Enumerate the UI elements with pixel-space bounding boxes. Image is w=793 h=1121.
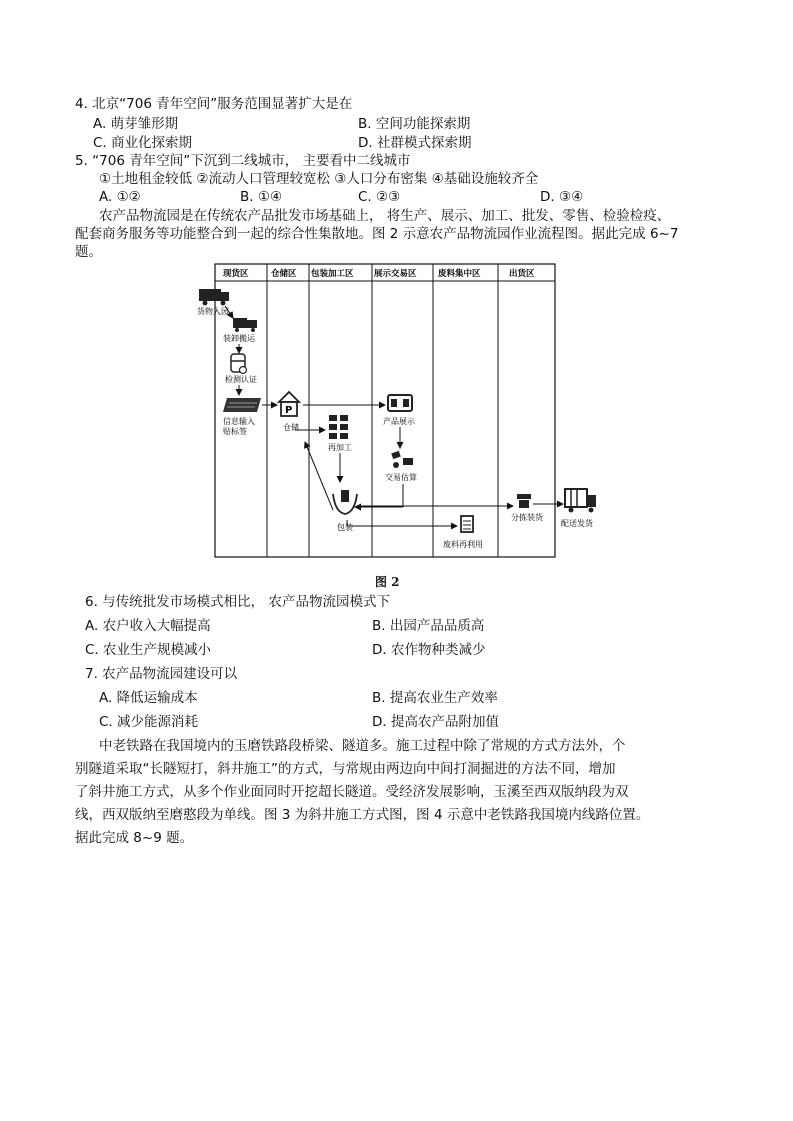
label-sort: 分拣装货 xyxy=(511,513,543,522)
q5-option-b: B. ①④ xyxy=(240,189,283,205)
recycle-bin-icon xyxy=(461,516,473,532)
label-deliver: 配送发货 xyxy=(561,519,593,528)
zone-header-display: 展示交易区 xyxy=(374,269,417,279)
q7-option-c: C. 减少能源消耗 xyxy=(99,714,199,730)
label-info: 信息输入 xyxy=(223,417,255,426)
intro2-line1: 中老铁路在我国境内的玉磨铁路段桥梁、隧道多。施工过程中除了常规的方式方法外，个 xyxy=(99,738,626,754)
q7-stem: 7. 农产品物流园建设可以 xyxy=(85,666,238,682)
sorting-icon xyxy=(517,494,531,508)
svg-text:P: P xyxy=(285,405,293,416)
q5-option-d: D. ③④ xyxy=(540,189,584,205)
intro1-line1: 农产品物流园是在传统农产品批发市场基础上， 将生产、展示、加工、批发、零售、检验检疫、 xyxy=(99,208,671,224)
q6-option-b: B. 出园产品品质高 xyxy=(372,618,485,634)
package-hands-icon xyxy=(333,490,357,514)
q5-items: ①土地租金较低 ②流动人口管理较宽松 ③人口分布密集 ④基础设施较齐全 xyxy=(99,171,539,187)
q5-option-c: C. ②③ xyxy=(358,189,401,205)
intro2-line5: 据此完成 8~9 题。 xyxy=(75,830,194,846)
intro2-line4: 线，西双版纳至磨憨段为单线。图 3 为斜井施工方式图，图 4 示意中老铁路我国境内线路位置。 xyxy=(75,807,650,823)
figure-2-caption: 图 2 xyxy=(375,575,400,589)
q6-option-a: A. 农户收入大幅提高 xyxy=(85,618,211,634)
intro1-line2: 配套商务服务等功能整合到一起的综合性集散地。图 2 示意农产品物流园作业流程图。据此完成 6~7 xyxy=(75,226,679,242)
figure-2-flowchart xyxy=(195,262,605,558)
label-goods-in: 货物入园 xyxy=(197,307,229,316)
label-trade: 交易估算 xyxy=(385,473,417,482)
label-unload: 装卸搬运 xyxy=(223,334,255,343)
inspection-icon xyxy=(231,354,247,374)
display-stand-icon xyxy=(388,395,412,411)
intro1-line3: 题。 xyxy=(75,244,102,260)
q6-stem: 6. 与传统批发市场模式相比， 农产品物流园模式下 xyxy=(85,594,390,610)
keyboard-icon xyxy=(223,398,261,412)
truck-icon xyxy=(199,289,229,306)
q7-option-a: A. 降低运输成本 xyxy=(99,690,198,706)
trade-icon xyxy=(391,451,413,468)
label-store: 仓储 xyxy=(283,423,299,432)
q4-option-c: C. 商业化探索期 xyxy=(93,135,193,151)
zone-header-packaging: 包装加工区 xyxy=(311,269,354,279)
label-pack: 包装 xyxy=(337,523,353,532)
q4-option-d: D. 社群模式探索期 xyxy=(358,135,472,151)
q5-stem: 5. “706 青年空间”下沉到二线城市， 主要看中二线城市 xyxy=(75,153,411,169)
q4-stem: 4. 北京“706 青年空间”服务范围显著扩大是在 xyxy=(75,96,353,112)
forklift-icon xyxy=(233,318,257,332)
q5-option-a: A. ①② xyxy=(99,189,141,205)
q7-option-d: D. 提高农产品附加值 xyxy=(372,714,499,730)
delivery-truck-icon xyxy=(565,489,596,513)
zone-header-waste: 废料集中区 xyxy=(438,269,481,279)
q6-option-c: C. 农业生产规模减小 xyxy=(85,642,212,658)
q7-option-b: B. 提高农业生产效率 xyxy=(372,690,498,706)
intro2-line2: 别隧道采取“长隧短打，斜井施工”的方式，与常规由两边向中间打洞掘进的方法不同，增加 xyxy=(75,761,616,777)
q4-option-a: A. 萌芽雏形期 xyxy=(93,116,179,132)
label-waste: 废料再利用 xyxy=(443,540,483,549)
label-tag: 贴标签 xyxy=(223,427,247,436)
zone-header-storage: 仓储区 xyxy=(271,269,297,279)
flowchart-frame xyxy=(215,264,555,557)
q6-option-d: D. 农作物种类减少 xyxy=(372,642,486,658)
warehouse-icon xyxy=(279,392,299,416)
label-reprocess: 再加工 xyxy=(328,443,352,452)
intro2-line3: 了斜井施工方式，从多个作业面同时开挖超长隧道。受经济发展影响，玉溪至西双版纳段为双 xyxy=(75,784,629,800)
zone-header-spot: 现货区 xyxy=(223,269,249,279)
label-display: 产品展示 xyxy=(383,417,415,426)
label-inspect: 检测认证 xyxy=(225,375,257,384)
zone-header-shipping: 出货区 xyxy=(509,269,535,279)
reprocess-icon xyxy=(329,415,348,439)
q4-option-b: B. 空间功能探索期 xyxy=(358,116,471,132)
